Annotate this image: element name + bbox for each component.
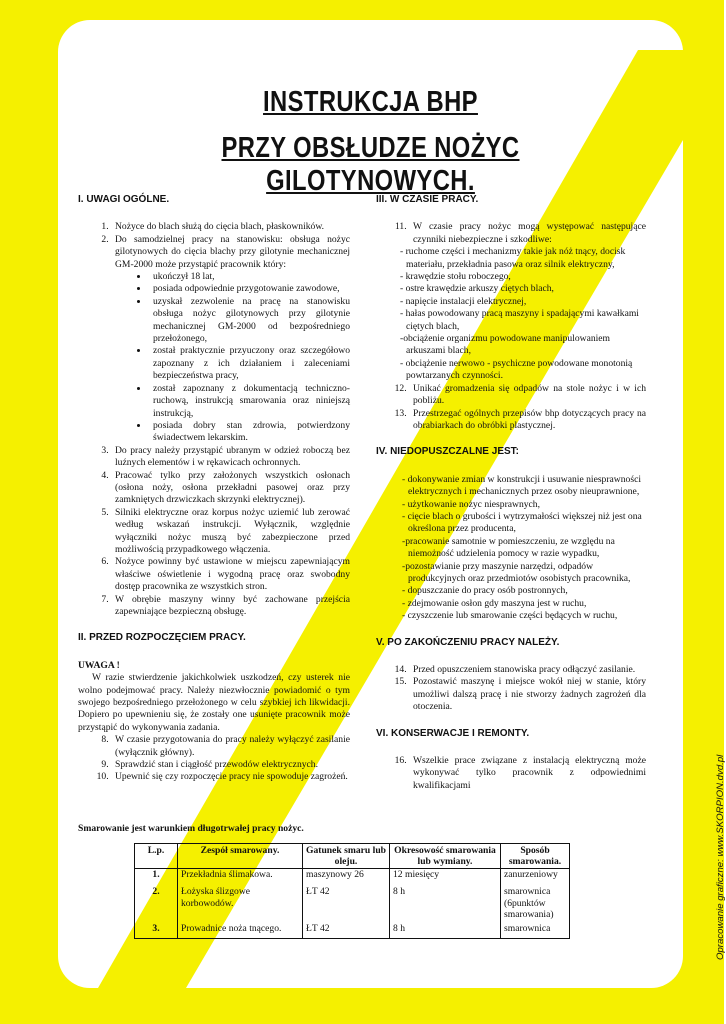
bullet-item: • został praktycznie przyuczony oraz szczegółowo zapoznany z ich działaniem i zaleceniami bezpieczeństwa pracy, <box>149 345 350 382</box>
list-item: 6. Nożyce powinny być ustawione w miejscu zapewniającym właściwe oświetlenie i wygodną pracę oraz swobodny dostęp pracownika ze wszystkich stron. <box>111 556 350 593</box>
item-text: Do samodzielnej pracy na stanowisku: obsługa nożyc gilotynowych do cięcia blachy przy gilotynie mechanicznej GM-2000 może przystąpić pracownik który: <box>115 233 350 270</box>
list-item: 10. Upewnić się czy rozpoczęcie pracy nie spowoduje zagrożeń. <box>111 771 350 783</box>
bullet-item: • uzyskał zezwolenie na pracę na stanowisku obsługa nożyc gilotynowych przy gilotynie mechanicznej GM-2000 od bezpośredniego przełożonego, <box>149 296 350 346</box>
warning-paragraph: W razie stwierdzenie jakichkolwiek uszkodzeń, czy usterek nie wolno podejmować pracy. Należy niezwłocznie powiadomić o tym swojego bezpośredniego przełożonego w celu szybkiej ich likwidacji. Dopiero po upewnieniu się, że zostały one usunięte pracownik może przystąpić do wykonywania zadania. <box>78 672 350 733</box>
section-heading: III. W CZASIE PRACY. <box>376 194 479 205</box>
title-line-2: PRZY OBSŁUDZE NOŻYC GILOTYNOWYCH. <box>221 132 520 197</box>
list-item: 13. Przestrzegać ogólnych przepisów bhp dotyczących pracy na obrabiarkach do obróbki plastycznej. <box>409 408 646 433</box>
cell-okres: 12 miesięcy <box>390 869 501 881</box>
list-item: 7. W obrębie maszyny winny być zachowane przejścia zapewniające bezpieczną obsługę. <box>111 594 350 619</box>
list-item: 12. Unikać gromadzenia się odpadów na stole nożyc i w ich pobliżu. <box>409 383 646 408</box>
column-header: L.p. <box>135 844 178 869</box>
table-row <box>135 880 570 920</box>
hazard-item: - ostre krawędzie arkuszy ciętych blach, <box>400 283 554 295</box>
numbered-list <box>78 221 350 618</box>
left-column <box>78 194 350 784</box>
cell-sposob: smarownica <box>501 921 570 939</box>
cell-zespol: Prowadnice noża tnącego. <box>178 921 303 939</box>
list-item: 3. Do pracy należy przystąpić ubranym w odzież roboczą bez luźnych elementów i w rękawicach ochronnych. <box>111 445 350 470</box>
forbidden-item: - dokonywanie zmian w konstrukcji i usuwanie niesprawności elektrycznych i mechanicznych przez osoby nieuprawnione, <box>402 473 641 498</box>
bullet-list <box>115 271 350 445</box>
numbered-list <box>376 221 646 246</box>
list-item: 4. Pracować tylko przy założonych wszystkich osłonach (osłona noży, osłona przekładni pasowej oraz przy zamkniętych drzwiczkach skrzynki elektrycznej). <box>111 470 350 507</box>
section-heading: V. PO ZAKOŃCZENIU PRACY NALEŻY. <box>376 636 560 648</box>
forbidden-item: - czyszczenie lub smarowanie części będących w ruchu, <box>402 610 618 622</box>
numbered-list <box>376 755 646 792</box>
list-item: 5. Silniki elektryczne oraz korpus nożyc uziemić lub zerować według wskazań instrukcji. Wyłącznik, względnie wyłączniki nożyc muszą być zabezpieczone przed możliwością przypadkowego włączenia. <box>111 507 350 557</box>
cell-okres: 8 h <box>390 880 501 920</box>
list-item: 14. Przed opuszczeniem stanowiska pracy odłączyć zasilanie. <box>409 664 646 676</box>
table-row <box>135 869 570 881</box>
list-item: 16. Wszelkie prace związane z instalacją elektryczną może wykonywać tylko pracownik z odpowiednimi kwalifikacjami <box>409 755 646 792</box>
numbered-list <box>376 664 646 714</box>
hazard-item: - krawędzie stołu roboczego, <box>400 271 511 283</box>
section-heading: VI. KONSERWACJE I REMONTY. <box>376 727 530 739</box>
bullet-item: • został zapoznany z dokumentacją techniczno-ruchową, instrukcją smarowania oraz niniejszą instrukcją, <box>149 383 350 420</box>
hazard-item: - ruchome części i mechanizmy takie jak nóż tnący, docisk materiału, przekładnia pasowa oraz silnik elektryczny, <box>400 246 626 270</box>
cell-zespol: Przekładnia ślimakowa. <box>178 869 303 881</box>
forbidden-item: - cięcie blach o grubości i wytrzymałości większej niż jest ona określona przez producenta, <box>402 510 642 535</box>
cell-gatunek: maszynowy 26 <box>303 869 390 881</box>
table-header-row <box>135 844 570 869</box>
numbered-list <box>376 383 646 433</box>
sign-panel <box>58 20 726 988</box>
forbidden-item: - zdejmowanie osłon gdy maszyna jest w ruchu, <box>402 597 587 609</box>
right-column <box>376 194 646 792</box>
bullet-item: • posiada odpowiednie przygotowanie zawodowe, <box>149 283 350 295</box>
forbidden-item: - dopuszczanie do pracy osób postronnych, <box>402 585 568 597</box>
hazard-list <box>376 246 646 382</box>
hazard-item: - napięcie instalacji elektrycznej, <box>400 295 527 307</box>
hazard-item: - obciążenie nerwowo - psychiczne powodowane monotonią powtarzanych czynności. <box>400 357 633 382</box>
cell-lp: 2. <box>135 880 178 920</box>
lubrication-table <box>134 843 570 939</box>
cell-gatunek: ŁT 42 <box>303 921 390 939</box>
cell-lp: 3. <box>135 921 178 939</box>
sign-content <box>58 20 726 988</box>
list-item: 15. Pozostawić maszynę i miejsce wokół niej w stanie, który umożliwi dalszą pracę i nie stworzy żadnych zagrożeń dla otoczenia. <box>409 676 646 713</box>
list-item: 1. Nożyce do blach służą do cięcia blach, płaskowników. <box>111 221 350 233</box>
cell-okres: 8 h <box>390 921 501 939</box>
column-header: Zespół smarowany. <box>178 844 303 869</box>
cell-zespol: Łożyska ślizgowe korbowodów. <box>178 880 303 920</box>
side-credit: Opracowanie graficzne: www.SKORPION.dvd.pl <box>715 754 726 960</box>
title-line-1: INSTRUKCJA BHP <box>263 86 478 118</box>
list-item: 9. Sprawdzić stan i ciągłość przewodów elektrycznych. <box>111 759 350 771</box>
numbered-list <box>78 734 350 784</box>
cell-sposob: zanurzeniowy <box>501 869 570 881</box>
list-item: 11. W czasie pracy nożyc mogą występować następujące czynniki niebezpieczne i szkodliwe: <box>409 221 646 246</box>
forbidden-item: -pozostawianie przy maszynie narzędzi, odpadów produkcyjnych oraz przedmiotów osobistych pracownika, <box>402 560 631 584</box>
list-item: 8. W czasie przygotowania do pracy należy wyłączyć zasilanie (wyłącznik główny). <box>111 734 350 759</box>
lubrication-note: Smarowanie jest warunkiem długotrwałej pracy nożyc. <box>78 823 304 834</box>
forbidden-item: - użytkowanie nożyc niesprawnych, <box>402 498 540 510</box>
bullet-item: • posiada dobry stan zdrowia, potwierdzony świadectwem lekarskim. <box>149 420 350 445</box>
section-heading: II. PRZED ROZPOCZĘCIEM PRACY. <box>78 632 246 644</box>
hazard-item: -obciążenie organizmu powodowane manipulowaniem arkuszami blach, <box>400 333 611 357</box>
bullet-item: • ukończył 18 lat, <box>149 271 350 283</box>
cell-gatunek: ŁT 42 <box>303 880 390 920</box>
column-header: Gatunek smaru lub oleju. <box>303 844 390 869</box>
hazard-item: - hałas powodowany pracą maszyny i spadającymi kawałkami ciętych blach, <box>400 308 639 332</box>
section-heading: IV. NIEDOPUSZCZALNE JEST: <box>376 446 519 458</box>
cell-lp: 1. <box>135 869 178 881</box>
section-heading: I. UWAGI OGÓLNE. <box>78 194 170 205</box>
table-row <box>135 921 570 939</box>
column-header: Sposób smarowania. <box>501 844 570 869</box>
cell-sposob: smarownica (6punktów smarowania) <box>501 880 570 920</box>
list-item <box>111 234 350 445</box>
column-header: Okresowość smarowania lub wymiany. <box>390 844 501 869</box>
forbidden-item: -pracowanie samotnie w pomieszczeniu, ze względu na niemożność udzielenia pomocy w razie wypadku, <box>402 535 615 560</box>
uwaga-label: UWAGA ! <box>78 659 120 671</box>
forbidden-list <box>376 474 646 623</box>
